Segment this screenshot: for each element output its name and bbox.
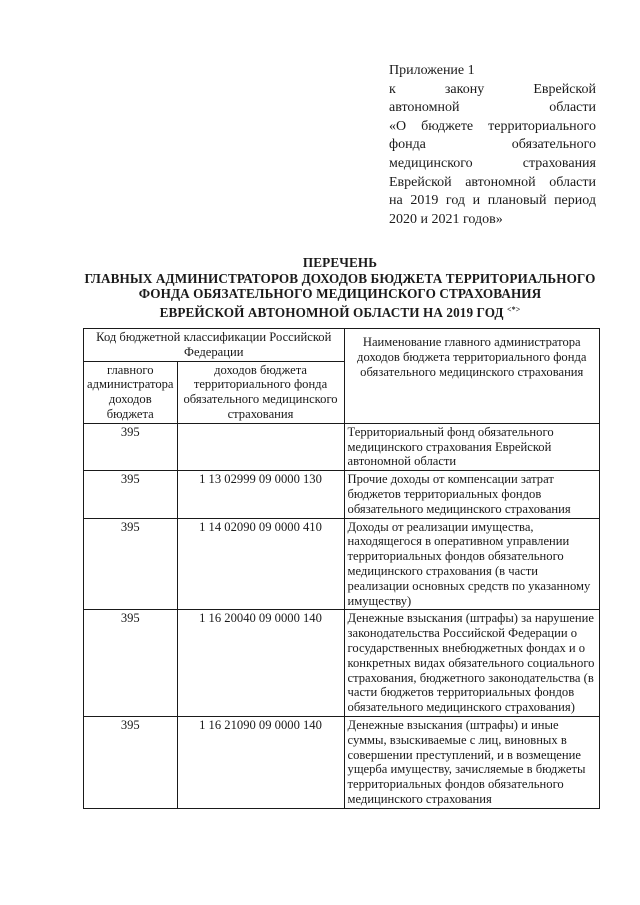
table-row bbox=[84, 716, 600, 808]
annex-line: медицинского страхования bbox=[389, 155, 596, 171]
annex-line: к закону Еврейской bbox=[389, 81, 596, 97]
title-line: ГЛАВНЫХ АДМИНИСТРАТОРОВ ДОХОДОВ БЮДЖЕТА ТЕРРИТОРИАЛЬНОГО bbox=[84, 270, 596, 286]
cell-name: Прочие доходы от компенсации затрат бюджетов территориальных фондов обязательного медицинского страхования bbox=[344, 471, 599, 518]
table-row bbox=[84, 610, 600, 717]
cell-code: 1 16 21090 09 0000 140 bbox=[177, 716, 344, 808]
annex-line: фонда обязательного bbox=[389, 137, 596, 153]
cell-name: Денежные взыскания (штрафы) за нарушение законодательства Российской Федерации о государственных внебюджетных фондах и о конкретных видах обязательного социального страхования, бюджетного законодательства (в части бюджетов территориальных фондов обязательного медицинского страхования) bbox=[344, 610, 599, 717]
header-code-group: Код бюджетной классификации Российской Федерации bbox=[84, 329, 345, 362]
annex-line: «О бюджете территориального bbox=[389, 118, 596, 134]
table-row bbox=[84, 471, 600, 518]
title-line: ЕВРЕЙСКОЙ АВТОНОМНОЙ ОБЛАСТИ НА 2019 ГОД bbox=[159, 304, 504, 320]
cell-name: Территориальный фонд обязательного медицинского страхования Еврейской автономной области bbox=[344, 423, 599, 470]
annex-line: автономной области bbox=[389, 100, 596, 116]
cell-admin: 395 bbox=[84, 610, 178, 717]
cell-name: Денежные взыскания (штрафы) и иные суммы, взыскиваемые с лиц, виновных в совершении преступлений, и в возмещение ущерба имуществу, зачисляемые в бюджеты территориальных фондов обязательного медицинского страхования bbox=[344, 716, 599, 808]
cell-code: 1 16 20040 09 0000 140 bbox=[177, 610, 344, 717]
cell-admin: 395 bbox=[84, 471, 178, 518]
cell-name: Доходы от реализации имущества, находящегося в оперативном управлении территориальных фондов обязательного медицинского страхования (в части реализации основных средств по указанному имуществу) bbox=[344, 518, 599, 610]
cell-code: 1 14 02090 09 0000 410 bbox=[177, 518, 344, 610]
cell-admin: 395 bbox=[84, 518, 178, 610]
title-line-with-footnote bbox=[60, 302, 620, 321]
annex-line: 2020 и 2021 годов» bbox=[389, 211, 503, 227]
document-title bbox=[60, 255, 620, 320]
cell-code: 1 13 02999 09 0000 130 bbox=[177, 471, 344, 518]
header-name: Наименование главного администратора доходов бюджета территориального фонда обязательного медицинского страхования bbox=[344, 329, 599, 424]
title-line: ПЕРЕЧЕНЬ bbox=[302, 255, 378, 270]
cell-code bbox=[177, 423, 344, 470]
annex-block bbox=[389, 62, 596, 229]
table-row bbox=[84, 423, 600, 470]
table-header-row bbox=[84, 329, 600, 362]
cell-admin: 395 bbox=[84, 423, 178, 470]
table-row bbox=[84, 518, 600, 610]
footnote-mark: <*> bbox=[507, 304, 521, 314]
title-line: ФОНДА ОБЯЗАТЕЛЬНОГО МЕДИЦИНСКОГО СТРАХОВАНИЯ bbox=[138, 286, 542, 302]
header-admin: главного администратора доходов бюджета bbox=[84, 361, 178, 423]
cell-admin: 395 bbox=[84, 716, 178, 808]
annex-line: Приложение 1 bbox=[389, 63, 475, 78]
annex-line: Еврейской автономной области bbox=[389, 174, 596, 190]
annex-line: на 2019 год и плановый период bbox=[389, 193, 596, 209]
header-income: доходов бюджета территориального фонда обязательного медицинского страхования bbox=[177, 361, 344, 423]
administrators-table bbox=[83, 328, 600, 809]
